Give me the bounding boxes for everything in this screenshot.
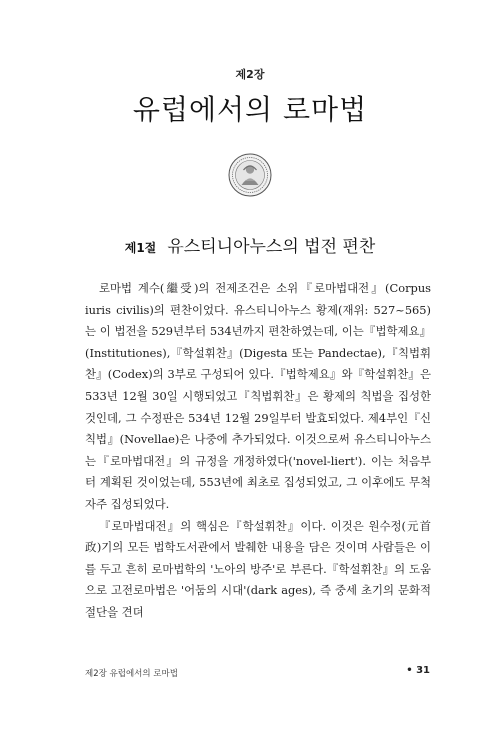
running-title: 제2장 유럽에서의 로마법 <box>85 669 178 679</box>
paragraph-1: 로마법 계수(繼受)의 전제조건은 소위『로마법대전』(Corpus iuris civilis)의 편찬이었다. 유스티니아누스 황제(재위: 527~565)는 이 법전을 529년부터 534년까지 편찬하였는데, 이는『법학제요』(Institutiones),『학설휘찬』(Digesta 또는 Pandectae),『칙법휘찬』(Codex)의 3부로 구성되어 있다.『법학제요』와『학설휘찬』은 533년 12월 30일 시행되었고『칙법휘찬』은 황제의 칙법을 집성한 것인데, 그 수정판은 534년 12월 29일부터 발효되었다. 제4부인『신칙법』(Novellae)은 나중에 추가되었다. 이것으로써 유스티니아누스는『로마법대전』의 규정을 개정하였다('novel-liert'). 이는 처음부터 계획된 것이었는데, 553년에 최초로 집성되었고, 그 이후에도 무척 자주 집성되었다. <box>85 281 431 511</box>
body-text <box>85 278 431 624</box>
justinian-seal-icon <box>228 153 272 197</box>
chapter-title: 유럽에서의 로마법 <box>132 93 368 126</box>
section-title: 유스티니아누스의 법전 편찬 <box>167 237 376 257</box>
paragraph-2: 『로마법대전』의 핵심은『학설휘찬』이다. 이것은 원수정(元首政)기의 모든 법학도서관에서 발췌한 내용을 담은 것이며 사람들은 이를 두고 흔히 로마법학의 '노아의 방주'로 부른다.『학설휘찬』의 도움으로 고전로마법은 '어둠의 시대'(dark ages), 즉 중세 초기의 문화적 절단을 견뎌 <box>85 518 431 619</box>
page-number: • 31 <box>406 665 430 676</box>
section-number: 제1절 <box>124 241 157 255</box>
section-heading <box>0 232 500 257</box>
chapter-label: 제2장 <box>235 68 265 81</box>
